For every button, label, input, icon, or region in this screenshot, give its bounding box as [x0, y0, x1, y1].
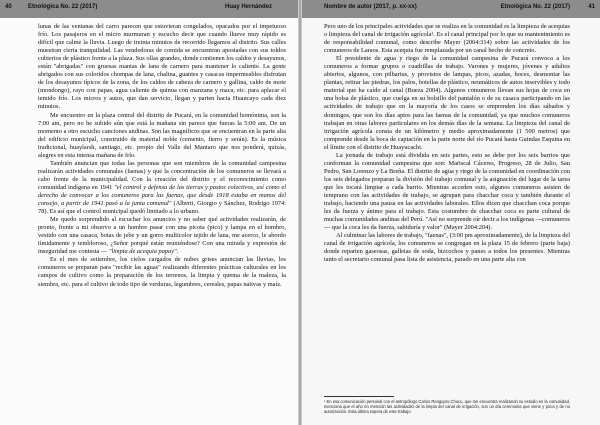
- left-header-author: Huay Hernández: [224, 4, 272, 10]
- paragraph: Es el mes de setiembre, los cielos cargados de nubes grises anuncian las lluvias, los comuneros se preparan para "recibir las aguas" realizando diferentes prácticas culturales en los campos de cultivo como la preparación de los terrenos, la limpia y quema de la maleza, la siembra, etc. para el cultivo de todo tipo de verduras, legumbres, cereales, papas nativas y maíz.: [38, 256, 286, 288]
- paragraph: Me quedo sorprendido al escuchar los anuncios y no saber qué actividades realizarán, de pronto, frente a mi observo a un hombre pasar con una picota (pico) y lampa en el hombro, vestido con una casaca, botas de jebe y un gorro multicolor tejido de lana, me acerco, le abordo tímidamente y tembloroso, ¿Señor porqué están reuniéndose? Con una mirada y expresión de inseguridad me contesta — "limpia de acequia papay".: [38, 216, 286, 256]
- paragraph: También anuncian que todas las personas que son miembros de la comunidad campesina realizarán actividades comunales (faenas) y que la concentración de los comuneros se llevará a cabo frente de la municipalidad. Con la creación del distrito y el reconocimiento como comunidad indígena en 1941 "el control y defensa de las tierras y pastos colectivos, así como el derecho de convocar a los comuneros para las faenas, que desde 1918 estaba en manos del consejo, a partir de 1941 pasó a la junta comunal" (Alberti, Giorgio y Sánchez, Rodrigo 1974: 78). Es así que el control municipal quedó limitado a lo urbano.: [38, 159, 286, 216]
- paragraph: La jornada de trabajo está dividida en seis partes, esto se debe por los seis barrios que conforman la comunidad campesina que son: Mariscal Cáceres, Progreso, 28 de Julio, San Pedro, San Lorenzo y La Breña. El distrito de agua y riego de la comunidad en coordinación con los seis delegados preparan la división del trabajo comunal y la asignación del lugar de la tarea que les tocará limpiar a cada barrio. Mientras acceden esto, algunos comuneros asisten de temprano con las actividades de trabajo, se agrupan para chacchar coca y también durante el trabajo, haciendo una pausa en las actividades laborales. Ellos dicen que chacchan coca porque les da fuerza y ánimo para el trabajo. Esta costumbre de chacchar coca es parte cultural de muchas comunidades andinas del Perú. "Así no sorprende oír decir a los indígenas —comuneros— que la coca les da fuerza, sabiduría y valor" (Mayer 2004:204).: [324, 151, 570, 232]
- paragraph: Pero uno de los principales actividades que se realiza en la comunidad es la limpieza de acequias o limpieza del canal de irrigación agrícola¹. Es el canal principal por lo que su mantenimiento es de responsabilidad comunal, como describe Mayer (2004:314) sobre las actividades de los comuneros de Laraos. Esta acequia fue remplazada por un canal hecho de concreto.: [324, 23, 570, 55]
- footnote: ¹ En esa comunicación personal con el antropólogo Carlos Rengupro Chucu, que me encuentra realizando su estudio en la comunidad, menciona que el año en mención las actividades de la limpia del canal de irrigación, son un día ceremonia que viene y poca y de no autorización. Esta última espera de este trabajo.: [324, 399, 570, 415]
- left-page-body: [38, 23, 286, 289]
- paragraph: lunas de las ventanas del carro parecen que estuvieran congelados, opacados por el impetuoso frío. Los pasajeros en el micro murmuran y escucho decir que cuando llueve muy rápido es difícil que calme la lluvia. Luego de treinta minutos de recorrido llegamos al distrito. Sus calles muestran cierta tranquilidad. Las vendedoras de comida se encuentran apostadas con sus toldos cubiertos de plástico frente a la plaza. Sus ollas grandes, donde contienen los caldos y desayunos, están "abrigadas" con gruesas mantas de lana de carnero para mantener lo caliente. La gente abrigados con sus coloridos chompas de lana, chalina, guantes y casacas impermeables disfrutan de los desayunos típicos de la zona, de los caldos de cabeza de carnero y gallina, caldo de mote (mondongo), rayo con papas, agua caliente de quinua con manzana y maca, etc. para aplacar el temido frío. Los micros y autos, que dan servicio, llegan y parten hacia Huancayo cada diez minutos.: [38, 23, 286, 111]
- paragraph: Me encuentro en la plaza central del distrito de Pucará, en la comunidad homónima, son la 7:00 am, pero no he subido aún que está la mañana sin parece que fueras la 5:00 am. De un momento a otro escucho canciones andinas. Son las magníficos que se encuentran en la parte alta del edificio municipal, construido de material noble (cemento, fierro y serán). Es la música tradicional, huaylarsh, santiago, etc. propio del Valle del Mantaro que nos ponderá, quizás, alegres en esta intensa mañana de frío.: [38, 111, 286, 159]
- book-gutter: [298, 0, 302, 425]
- right-header-author: Nombre de autor (2017, p. xx-xx): [324, 4, 417, 10]
- paragraph: Al culminar las labores de trabajo, "faenas", (3:00 pm aproximadamente), de la limpieza del canal de irrigación agrícola, los comuneros se congregan en la plaza 15 de febrero (parte baja) donde reparten gaseosas, galletas de soda, bizcochos y panes a todos los presentes. Mientras tanto el secretario comunal pasa lista de asistencia, parado en una parte alta con: [324, 232, 570, 264]
- right-header-journal: Etnológica No. 22 (2017): [500, 4, 570, 10]
- right-page-number: 41: [588, 4, 595, 10]
- left-page-number: 40: [5, 4, 12, 10]
- right-page-body: [324, 23, 570, 264]
- left-header-journal: Etnológica No. 22 (2017): [28, 4, 98, 10]
- left-page-header: [0, 0, 300, 18]
- paragraph: El presidente de agua y riego de la comunidad campesina de Pucará convoca a los comuneros a formar grupos o cuadrillas de trabajo. Varones y mujeres, jóvenes y adultos abiertos, algunos, con pilbarius, y provistos de lampas, picos, azadas, hoces, desmontar las plantas, retirar las piedras, los palos, botellas de plástico, neumáticos de autos inservibles y todo material que ha caído al canal (Bueza 2004). Algunos comuneros llevan sus hojas de coca en una bolsa de plástico, que cuelga en su bolsillo del pantalón o de su casaca participando en las actividades de trabajo que en la mayoría de los casos se emprenden los días sábados y domingos, que son los días aptos para las faenas de la comunidad, ya que muchos comuneros trabajan en otras labores particulares en los demás días de la semana. La limpieza del canal de irrigación agrícola consta de un kilómetro y medio aproximadamente (1 500 metros) que comprende desde la boca de captación en la parte norte del río Pucará hasta Guindas Esquina en el límite con el distrito de Huayucachi.: [324, 55, 570, 151]
- right-page: [300, 0, 600, 425]
- right-page-header: [300, 0, 600, 18]
- footnote-rule: [324, 396, 394, 397]
